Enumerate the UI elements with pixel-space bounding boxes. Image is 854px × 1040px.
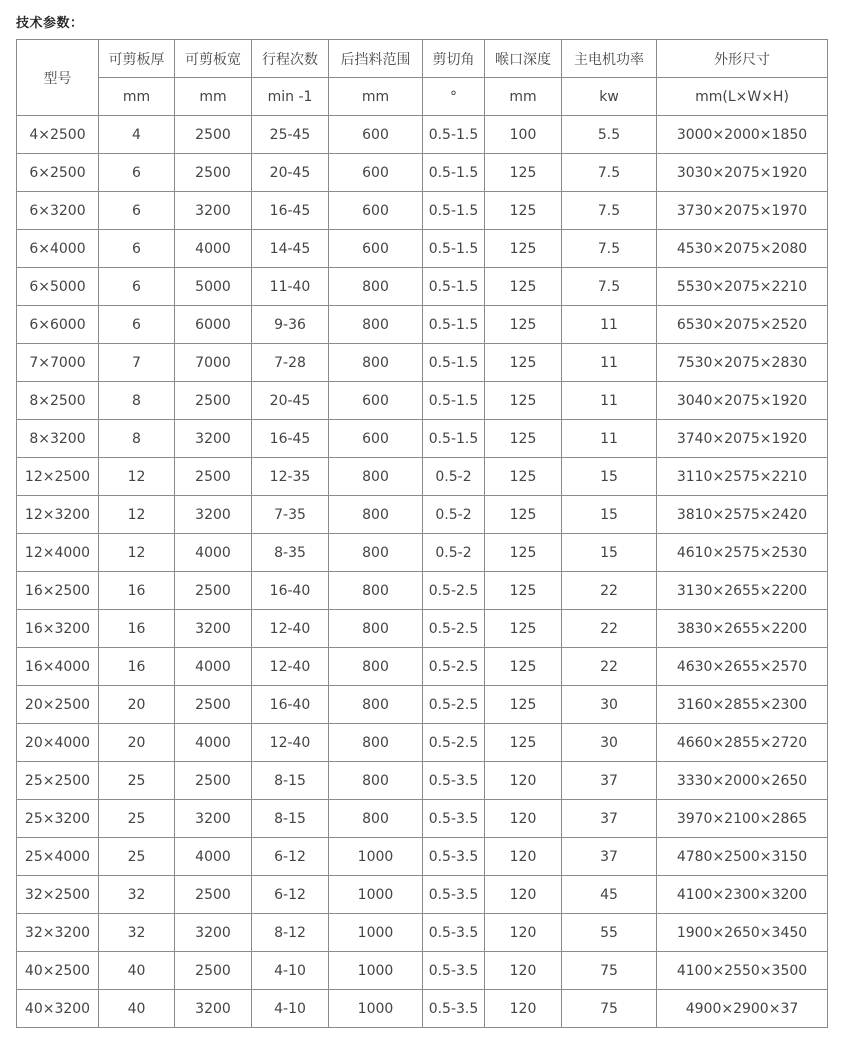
table-row bbox=[17, 914, 828, 952]
table-cell: 32 bbox=[99, 914, 175, 952]
table-cell: 5.5 bbox=[562, 116, 657, 154]
table-cell: 16-40 bbox=[252, 686, 329, 724]
table-cell: 100 bbox=[485, 116, 562, 154]
table-cell: 11 bbox=[562, 382, 657, 420]
table-cell: 12 bbox=[99, 458, 175, 496]
header-cell: 剪切角 bbox=[423, 40, 485, 78]
table-cell: 3730×2075×1970 bbox=[657, 192, 828, 230]
table-cell: 800 bbox=[329, 686, 423, 724]
table-row bbox=[17, 572, 828, 610]
table-cell: 2500 bbox=[175, 762, 252, 800]
table-cell: 3810×2575×2420 bbox=[657, 496, 828, 534]
table-cell: 3040×2075×1920 bbox=[657, 382, 828, 420]
table-cell: 125 bbox=[485, 534, 562, 572]
model-cell: 16×4000 bbox=[17, 648, 99, 686]
table-cell: 0.5-1.5 bbox=[423, 382, 485, 420]
model-cell: 7×7000 bbox=[17, 344, 99, 382]
table-cell: 125 bbox=[485, 420, 562, 458]
table-cell: 0.5-3.5 bbox=[423, 990, 485, 1028]
table-cell: 0.5-1.5 bbox=[423, 420, 485, 458]
model-cell: 20×2500 bbox=[17, 686, 99, 724]
table-cell: 5000 bbox=[175, 268, 252, 306]
table-cell: 600 bbox=[329, 382, 423, 420]
table-cell: 600 bbox=[329, 420, 423, 458]
table-row bbox=[17, 686, 828, 724]
table-cell: 1000 bbox=[329, 876, 423, 914]
table-cell: 120 bbox=[485, 762, 562, 800]
table-cell: 30 bbox=[562, 686, 657, 724]
table-cell: 4000 bbox=[175, 838, 252, 876]
table-cell: 75 bbox=[562, 990, 657, 1028]
table-cell: 800 bbox=[329, 534, 423, 572]
table-cell: 3200 bbox=[175, 800, 252, 838]
table-cell: 11 bbox=[562, 420, 657, 458]
table-cell: 4780×2500×3150 bbox=[657, 838, 828, 876]
model-cell: 16×3200 bbox=[17, 610, 99, 648]
table-cell: 0.5-1.5 bbox=[423, 192, 485, 230]
table-cell: 3030×2075×1920 bbox=[657, 154, 828, 192]
table-cell: 6-12 bbox=[252, 876, 329, 914]
table-cell: 22 bbox=[562, 610, 657, 648]
table-cell: 16 bbox=[99, 648, 175, 686]
table-cell: 1000 bbox=[329, 838, 423, 876]
table-cell: 4-10 bbox=[252, 952, 329, 990]
table-cell: 7-28 bbox=[252, 344, 329, 382]
table-row bbox=[17, 306, 828, 344]
unit-cell: min -1 bbox=[252, 78, 329, 116]
table-row bbox=[17, 420, 828, 458]
table-cell: 1000 bbox=[329, 990, 423, 1028]
table-cell: 0.5-2 bbox=[423, 534, 485, 572]
table-row bbox=[17, 344, 828, 382]
table-cell: 4000 bbox=[175, 724, 252, 762]
table-cell: 800 bbox=[329, 496, 423, 534]
table-cell: 22 bbox=[562, 648, 657, 686]
header-cell: 后挡料范围 bbox=[329, 40, 423, 78]
header-model: 型号 bbox=[17, 40, 99, 116]
table-cell: 600 bbox=[329, 192, 423, 230]
table-cell: 7.5 bbox=[562, 230, 657, 268]
table-cell: 800 bbox=[329, 306, 423, 344]
table-cell: 120 bbox=[485, 914, 562, 952]
table-cell: 0.5-2.5 bbox=[423, 724, 485, 762]
table-cell: 11 bbox=[562, 344, 657, 382]
unit-cell: mm(L×W×H) bbox=[657, 78, 828, 116]
model-cell: 25×4000 bbox=[17, 838, 99, 876]
table-row bbox=[17, 648, 828, 686]
spec-table-body bbox=[17, 40, 828, 1028]
table-cell: 1900×2650×3450 bbox=[657, 914, 828, 952]
table-cell: 8 bbox=[99, 382, 175, 420]
table-cell: 120 bbox=[485, 838, 562, 876]
table-cell: 16-45 bbox=[252, 192, 329, 230]
unit-cell: ° bbox=[423, 78, 485, 116]
table-cell: 3000×2000×1850 bbox=[657, 116, 828, 154]
table-cell: 22 bbox=[562, 572, 657, 610]
table-cell: 125 bbox=[485, 458, 562, 496]
table-cell: 125 bbox=[485, 382, 562, 420]
table-cell: 0.5-2.5 bbox=[423, 648, 485, 686]
table-cell: 6 bbox=[99, 230, 175, 268]
table-cell: 120 bbox=[485, 876, 562, 914]
table-cell: 1000 bbox=[329, 952, 423, 990]
table-cell: 125 bbox=[485, 686, 562, 724]
table-cell: 0.5-1.5 bbox=[423, 230, 485, 268]
table-cell: 2500 bbox=[175, 952, 252, 990]
header-cell: 外形尺寸 bbox=[657, 40, 828, 78]
unit-row bbox=[17, 78, 828, 116]
table-cell: 3970×2100×2865 bbox=[657, 800, 828, 838]
model-cell: 8×2500 bbox=[17, 382, 99, 420]
table-cell: 45 bbox=[562, 876, 657, 914]
table-cell: 12 bbox=[99, 534, 175, 572]
table-cell: 3200 bbox=[175, 496, 252, 534]
table-cell: 6 bbox=[99, 154, 175, 192]
table-cell: 125 bbox=[485, 610, 562, 648]
table-row bbox=[17, 800, 828, 838]
table-row bbox=[17, 952, 828, 990]
table-cell: 11-40 bbox=[252, 268, 329, 306]
unit-cell: mm bbox=[485, 78, 562, 116]
table-cell: 0.5-2 bbox=[423, 458, 485, 496]
table-cell: 40 bbox=[99, 952, 175, 990]
unit-cell: kw bbox=[562, 78, 657, 116]
table-cell: 8-15 bbox=[252, 800, 329, 838]
table-cell: 800 bbox=[329, 268, 423, 306]
table-cell: 15 bbox=[562, 534, 657, 572]
table-cell: 20-45 bbox=[252, 154, 329, 192]
section-title: 技术参数： bbox=[16, 16, 84, 31]
table-cell: 125 bbox=[485, 306, 562, 344]
header-cell: 可剪板宽 bbox=[175, 40, 252, 78]
table-cell: 800 bbox=[329, 610, 423, 648]
table-row bbox=[17, 876, 828, 914]
table-cell: 25 bbox=[99, 838, 175, 876]
table-cell: 800 bbox=[329, 762, 423, 800]
table-cell: 0.5-3.5 bbox=[423, 762, 485, 800]
table-cell: 3160×2855×2300 bbox=[657, 686, 828, 724]
table-cell: 7.5 bbox=[562, 192, 657, 230]
table-cell: 3740×2075×1920 bbox=[657, 420, 828, 458]
table-row bbox=[17, 496, 828, 534]
model-cell: 20×4000 bbox=[17, 724, 99, 762]
table-cell: 0.5-1.5 bbox=[423, 268, 485, 306]
table-cell: 8-12 bbox=[252, 914, 329, 952]
table-cell: 12 bbox=[99, 496, 175, 534]
model-cell: 8×3200 bbox=[17, 420, 99, 458]
table-row bbox=[17, 610, 828, 648]
table-cell: 20 bbox=[99, 686, 175, 724]
spec-table bbox=[16, 39, 828, 1028]
model-cell: 6×4000 bbox=[17, 230, 99, 268]
table-cell: 16 bbox=[99, 610, 175, 648]
model-cell: 32×3200 bbox=[17, 914, 99, 952]
table-cell: 7530×2075×2830 bbox=[657, 344, 828, 382]
table-cell: 600 bbox=[329, 154, 423, 192]
table-cell: 3830×2655×2200 bbox=[657, 610, 828, 648]
table-cell: 2500 bbox=[175, 116, 252, 154]
table-cell: 0.5-2.5 bbox=[423, 610, 485, 648]
table-cell: 3200 bbox=[175, 192, 252, 230]
table-row bbox=[17, 116, 828, 154]
table-row bbox=[17, 724, 828, 762]
table-cell: 14-45 bbox=[252, 230, 329, 268]
header-cell: 可剪板厚 bbox=[99, 40, 175, 78]
table-cell: 0.5-2.5 bbox=[423, 572, 485, 610]
table-cell: 4530×2075×2080 bbox=[657, 230, 828, 268]
model-cell: 12×2500 bbox=[17, 458, 99, 496]
model-cell: 32×2500 bbox=[17, 876, 99, 914]
table-row bbox=[17, 154, 828, 192]
table-row bbox=[17, 838, 828, 876]
table-cell: 0.5-3.5 bbox=[423, 838, 485, 876]
table-cell: 4 bbox=[99, 116, 175, 154]
table-cell: 0.5-2 bbox=[423, 496, 485, 534]
table-cell: 0.5-1.5 bbox=[423, 344, 485, 382]
header-cell: 主电机功率 bbox=[562, 40, 657, 78]
table-cell: 15 bbox=[562, 496, 657, 534]
table-cell: 800 bbox=[329, 458, 423, 496]
table-cell: 3200 bbox=[175, 914, 252, 952]
table-cell: 3110×2575×2210 bbox=[657, 458, 828, 496]
unit-cell: mm bbox=[175, 78, 252, 116]
table-cell: 7.5 bbox=[562, 154, 657, 192]
table-cell: 125 bbox=[485, 648, 562, 686]
table-cell: 32 bbox=[99, 876, 175, 914]
table-cell: 4100×2300×3200 bbox=[657, 876, 828, 914]
table-cell: 6 bbox=[99, 192, 175, 230]
table-cell: 37 bbox=[562, 762, 657, 800]
table-cell: 125 bbox=[485, 572, 562, 610]
table-cell: 6 bbox=[99, 268, 175, 306]
table-cell: 7000 bbox=[175, 344, 252, 382]
table-cell: 55 bbox=[562, 914, 657, 952]
model-cell: 16×2500 bbox=[17, 572, 99, 610]
model-cell: 40×2500 bbox=[17, 952, 99, 990]
table-cell: 4100×2550×3500 bbox=[657, 952, 828, 990]
table-cell: 3200 bbox=[175, 420, 252, 458]
table-cell: 800 bbox=[329, 724, 423, 762]
header-cell: 喉口深度 bbox=[485, 40, 562, 78]
table-cell: 3130×2655×2200 bbox=[657, 572, 828, 610]
table-cell: 0.5-1.5 bbox=[423, 306, 485, 344]
model-cell: 25×2500 bbox=[17, 762, 99, 800]
table-cell: 2500 bbox=[175, 382, 252, 420]
table-cell: 125 bbox=[485, 192, 562, 230]
table-cell: 600 bbox=[329, 230, 423, 268]
table-cell: 800 bbox=[329, 572, 423, 610]
table-row bbox=[17, 382, 828, 420]
table-row bbox=[17, 268, 828, 306]
table-cell: 125 bbox=[485, 344, 562, 382]
header-cell: 行程次数 bbox=[252, 40, 329, 78]
table-cell: 8-15 bbox=[252, 762, 329, 800]
table-cell: 4610×2575×2530 bbox=[657, 534, 828, 572]
table-cell: 3200 bbox=[175, 990, 252, 1028]
model-cell: 6×2500 bbox=[17, 154, 99, 192]
table-cell: 2500 bbox=[175, 876, 252, 914]
table-cell: 0.5-1.5 bbox=[423, 116, 485, 154]
table-cell: 25 bbox=[99, 762, 175, 800]
table-cell: 800 bbox=[329, 344, 423, 382]
model-cell: 4×2500 bbox=[17, 116, 99, 154]
table-cell: 12-35 bbox=[252, 458, 329, 496]
model-cell: 6×3200 bbox=[17, 192, 99, 230]
unit-cell: mm bbox=[329, 78, 423, 116]
table-row bbox=[17, 990, 828, 1028]
table-cell: 3330×2000×2650 bbox=[657, 762, 828, 800]
table-cell: 3200 bbox=[175, 610, 252, 648]
model-cell: 25×3200 bbox=[17, 800, 99, 838]
table-cell: 20 bbox=[99, 724, 175, 762]
table-cell: 0.5-1.5 bbox=[423, 154, 485, 192]
table-cell: 120 bbox=[485, 952, 562, 990]
table-row bbox=[17, 230, 828, 268]
table-cell: 6000 bbox=[175, 306, 252, 344]
table-cell: 11 bbox=[562, 306, 657, 344]
unit-cell: mm bbox=[99, 78, 175, 116]
table-cell: 25-45 bbox=[252, 116, 329, 154]
table-cell: 2500 bbox=[175, 572, 252, 610]
model-cell: 6×6000 bbox=[17, 306, 99, 344]
table-cell: 4000 bbox=[175, 230, 252, 268]
table-cell: 125 bbox=[485, 230, 562, 268]
table-cell: 800 bbox=[329, 800, 423, 838]
table-cell: 6 bbox=[99, 306, 175, 344]
table-cell: 125 bbox=[485, 268, 562, 306]
table-cell: 1000 bbox=[329, 914, 423, 952]
table-cell: 5530×2075×2210 bbox=[657, 268, 828, 306]
table-cell: 0.5-3.5 bbox=[423, 914, 485, 952]
table-cell: 25 bbox=[99, 800, 175, 838]
table-cell: 7.5 bbox=[562, 268, 657, 306]
table-cell: 800 bbox=[329, 648, 423, 686]
table-cell: 120 bbox=[485, 990, 562, 1028]
model-cell: 12×3200 bbox=[17, 496, 99, 534]
table-cell: 7-35 bbox=[252, 496, 329, 534]
table-cell: 4000 bbox=[175, 648, 252, 686]
table-cell: 600 bbox=[329, 116, 423, 154]
table-cell: 2500 bbox=[175, 458, 252, 496]
table-cell: 12-40 bbox=[252, 610, 329, 648]
table-cell: 20-45 bbox=[252, 382, 329, 420]
table-cell: 2500 bbox=[175, 686, 252, 724]
table-cell: 16 bbox=[99, 572, 175, 610]
table-cell: 75 bbox=[562, 952, 657, 990]
table-cell: 15 bbox=[562, 458, 657, 496]
table-cell: 4660×2855×2720 bbox=[657, 724, 828, 762]
table-cell: 2500 bbox=[175, 154, 252, 192]
table-cell: 8 bbox=[99, 420, 175, 458]
table-cell: 8-35 bbox=[252, 534, 329, 572]
table-cell: 120 bbox=[485, 800, 562, 838]
table-cell: 0.5-2.5 bbox=[423, 686, 485, 724]
table-row bbox=[17, 458, 828, 496]
table-cell: 6-12 bbox=[252, 838, 329, 876]
table-row bbox=[17, 192, 828, 230]
table-cell: 4900×2900×37 bbox=[657, 990, 828, 1028]
table-cell: 7 bbox=[99, 344, 175, 382]
table-cell: 12-40 bbox=[252, 648, 329, 686]
table-cell: 125 bbox=[485, 154, 562, 192]
table-cell: 16-40 bbox=[252, 572, 329, 610]
table-cell: 12-40 bbox=[252, 724, 329, 762]
table-row bbox=[17, 534, 828, 572]
table-cell: 30 bbox=[562, 724, 657, 762]
table-cell: 0.5-3.5 bbox=[423, 876, 485, 914]
table-cell: 40 bbox=[99, 990, 175, 1028]
model-cell: 40×3200 bbox=[17, 990, 99, 1028]
table-cell: 9-36 bbox=[252, 306, 329, 344]
table-cell: 37 bbox=[562, 838, 657, 876]
table-cell: 16-45 bbox=[252, 420, 329, 458]
table-cell: 0.5-3.5 bbox=[423, 800, 485, 838]
table-cell: 4630×2655×2570 bbox=[657, 648, 828, 686]
table-cell: 125 bbox=[485, 724, 562, 762]
table-cell: 4-10 bbox=[252, 990, 329, 1028]
table-cell: 37 bbox=[562, 800, 657, 838]
table-cell: 6530×2075×2520 bbox=[657, 306, 828, 344]
header-row bbox=[17, 40, 828, 78]
table-cell: 4000 bbox=[175, 534, 252, 572]
table-row bbox=[17, 762, 828, 800]
model-cell: 6×5000 bbox=[17, 268, 99, 306]
table-cell: 0.5-3.5 bbox=[423, 952, 485, 990]
table-cell: 125 bbox=[485, 496, 562, 534]
model-cell: 12×4000 bbox=[17, 534, 99, 572]
